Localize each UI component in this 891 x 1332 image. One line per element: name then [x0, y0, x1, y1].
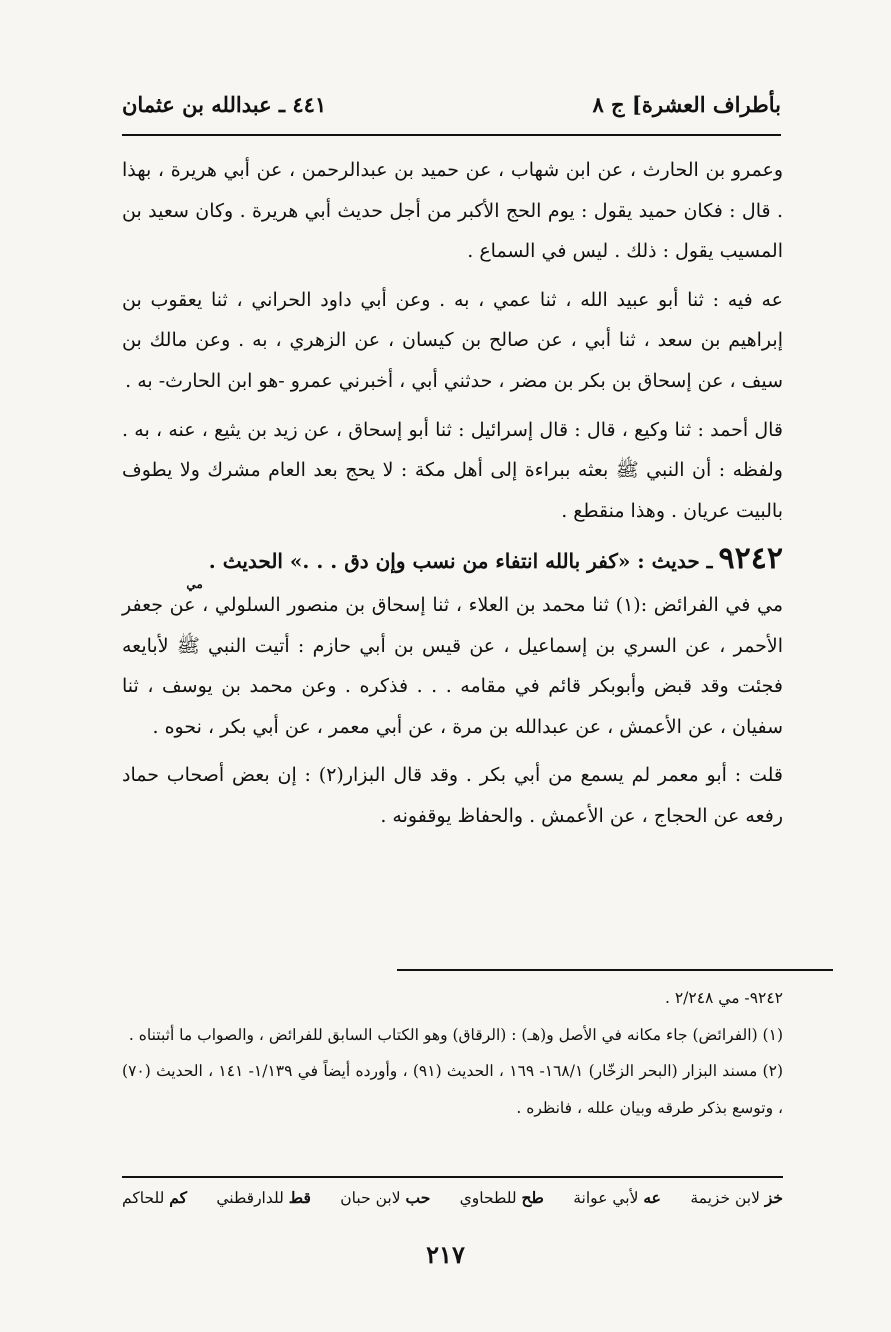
footnote-divider: [397, 969, 833, 971]
book-title: بأطراف العشرة] ج ٨: [592, 91, 781, 117]
footnote-2: (٢) مسند البزار (البحر الزخّار) ١٦٨/١- ١٦٩ ، الحديث (٩١) ، وأورده أيضاً في ١/١٣٩- ١٤١ ، الحديث (٧٠) ، وتوسع بذكر طرقه وبيان علله ، فانظره .: [122, 1062, 783, 1117]
paragraph-5: قلت : أبو معمر لم يسمع من أبي بكر . وقد قال البزار(٢) : إن بعض أصحاب حماد رفعه عن الحجاج ، عن الأعمش . والحفاظ يوقفونه .: [122, 764, 783, 827]
footnotes: [122, 980, 783, 1126]
hadith-heading: [122, 539, 783, 592]
paragraph-2: عه فيه : ثنا أبو عبيد الله ، ثنا عمي ، به . وعن أبي داود الحراني ، ثنا يعقوب بن إبراهيم بن سعد ، ثنا أبي ، عن صالح بن كيسان ، عن الزهري ، به . وعن مالك بن سيف ، عن إسحاق بن بكر بن مضر ، حدثني أبي ، أخبرني عمرو -هو ابن الحارث- به .: [122, 288, 783, 392]
abbreviations-key: [122, 1188, 783, 1220]
section-title: ٤٤١ ـ عبدالله بن عثمان: [122, 91, 327, 117]
page-number: ٢١٧: [426, 1240, 465, 1269]
footnote-1: (١) (الفرائض) جاء مكانه في الأصل و(هـ) : (الرقاق) وهو الكتاب السابق للفرائض ، والصواب ما أثبتناه .: [128, 1025, 783, 1044]
paragraph-3: قال أحمد : ثنا وكيع ، قال : قال إسرائيل : ثنا أبو إسحاق ، عن زيد بن يثيع ، عنه ، به . ولفظه : أن النبي ﷺ بعثه ببراءة إلى أهل مكة : لا يحج بعد العام مشرك ولا يطوف بالبيت عريان . وهذا منقطع .: [122, 418, 783, 522]
page-header: [122, 84, 781, 124]
header-divider: [122, 134, 781, 136]
paragraph-1: وعمرو بن الحارث ، عن ابن شهاب ، عن حميد بن عبدالرحمن ، عن أبي هريرة ، بهذا . قال : فكان حميد يقول : يوم الحج الأكبر من أجل حديث أبي هريرة . وكان سعيد بن المسيب يقول : ذلك . ليس في السماع .: [122, 159, 783, 263]
abbreviations-divider: [122, 1176, 783, 1178]
abbreviation-item: خز لابن خزيمة: [690, 1188, 783, 1207]
hadith-number: ٩٢٤٢: [718, 541, 783, 577]
footnote-reference: ٩٢٤٢- مي ٢/٢٤٨ .: [664, 989, 783, 1007]
main-text: [122, 150, 783, 837]
paragraph-4: مي في الفرائض :(١) ثنا محمد بن العلاء ، ثنا إسحاق بن منصور السلولي ، عن جعفر الأحمر ، عن السري بن إسماعيل ، عن قيس بن أبي حازم : أتيت النبي ﷺ لأبايعه فجئت وقد قبض وأبوبكر قائم في مقامه . . . فذكره . وعن محمد بن يوسف ، ثنا سفيان ، عن الأعمش ، عن عبدالله بن مرة ، عن أبي معمر ، عن أبي بكر ، نحوه .: [122, 593, 783, 738]
abbreviation-item: كم للحاكم: [122, 1188, 187, 1207]
hadith-title: ـ حديث : «كفر بالله انتفاء من نسب وإن دق . . .» الحديث .: [208, 549, 713, 574]
abbreviation-item: طح للطحاوي: [459, 1188, 544, 1207]
source-tag: مي: [186, 577, 203, 592]
abbreviation-item: حب لابن حبان: [340, 1188, 431, 1207]
abbreviation-item: عه لأبي عوانة: [573, 1188, 661, 1207]
abbreviation-item: قط للدارقطني: [216, 1188, 311, 1207]
